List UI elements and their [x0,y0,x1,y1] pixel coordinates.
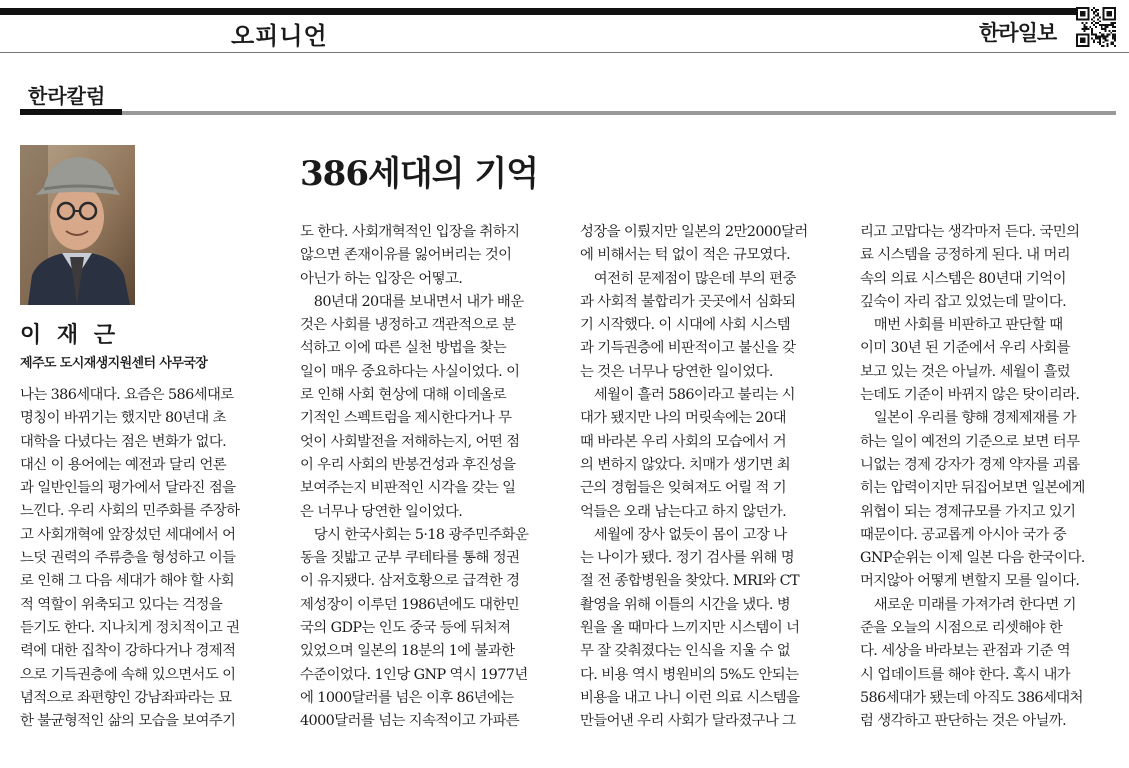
body-line: 는 나이가 됐다. 정기 검사를 위해 명 [580,550,795,567]
body-line: 고 사회개혁에 앞장섰던 세대에서 어 [20,526,236,543]
author-affiliation: 제주도 도시재생지원센터 사무국장 [20,356,208,371]
body-line: 제성장이 이루던 1986년에도 대한민 [300,596,520,613]
body-line: 수준이었다. 1인당 GNP 역시 1977년 [300,666,528,683]
header-divider [0,52,1129,53]
body-line: 억들은 오래 남는다고 하지 않던가. [580,503,787,520]
body-line: 당시 한국사회는 5·18 광주민주화운 [300,526,529,543]
body-line: 성장을 이뤘지만 일본의 2만2000달러 [580,224,808,240]
body-line: 듣기도 한다. 지나치게 정치적이고 권 [20,619,240,636]
body-line: 원을 올 때마다 느끼지만 시스템이 너 [580,620,800,637]
body-line: 여전히 문제점이 많은데 부의 편중 [580,270,796,287]
body-line: 엇이 사회발전을 저해하는지, 어떤 점 [300,433,520,450]
body-line: 이 우리 사회의 반봉건성과 후진성을 [300,456,516,473]
body-line: 한 불균형적인 삶의 모습을 보여주기 [20,713,236,730]
body-line: 일본이 우리를 향해 경제제재를 가 [860,410,1076,427]
column-name: 한라칼럼 [28,84,106,108]
body-line: 히는 압력이지만 뒤집어보면 일본에게 [860,480,1085,497]
body-line: 때문이다. 공교롭게 아시아 국가 중 [860,526,1067,543]
body-line: 적 역할이 위축되고 있다는 걱정을 [20,596,223,613]
body-line: 새로운 미래를 가져가려 한다면 기 [860,596,1076,613]
body-line: 의 변하지 않았다. 치매가 생기면 최 [580,456,791,473]
body-line: 는데도 기준이 바뀌지 않은 탓이리라. [860,387,1080,404]
body-line: 국의 GDP는 인도 중국 등에 뒤처져 [300,620,511,637]
body-line: 동을 짓밟고 군부 쿠테타를 통해 정권 [300,550,520,567]
article-body-column-4 [860,221,1116,734]
body-line: 대가 됐지만 나의 머릿속에는 20대 [580,410,786,427]
body-line: 비용을 내고 나니 이런 의료 시스템을 [580,689,800,706]
body-line: 로 인해 그 다음 세대가 해야 할 사회 [20,573,235,590]
body-line: 느낀다. 우리 사회의 민주화를 주장하 [20,503,240,520]
body-line: 시 업데이트를 해야 한다. 혹시 내가 [860,666,1071,683]
body-line: 촬영을 위해 이틀의 시간을 냈다. 병 [580,596,791,613]
body-line: 느덧 권력의 주류층을 형성하고 이들 [20,550,236,567]
author-photo [20,145,135,305]
body-line: 준을 오늘의 시점으로 리셋해야 한 [860,620,1063,637]
body-line: 명칭이 바뀌기는 했지만 80년대 초 [20,410,226,427]
body-line: 때 바라본 우리 사회의 모습에서 거 [580,433,787,450]
body-line: 리고 고맙다는 생각마저 든다. 국민의 [860,224,1080,240]
body-line: 않으면 존재이유를 잃어버리는 것이 [300,247,512,264]
body-line: 대학을 다녔다는 점은 변화가 없다. [20,433,227,450]
body-line: 있었으며 일본의 18분의 1에 불과한 [300,643,515,660]
body-line: 근의 경험들은 잊혀져도 어릴 적 기 [580,480,787,497]
body-line: 은 너무나 당연한 일이었다. [300,503,463,520]
article-body-column-2 [300,221,556,734]
author-name: 이 재 근 [20,323,120,348]
article-body-column-1 [20,384,276,733]
article-title: 386세대의 기억 [300,154,539,194]
body-line: 머지않아 어떻게 변할지 모를 일이다. [860,573,1080,590]
body-line: 것은 사회를 냉정하고 객관적으로 분 [300,317,516,334]
body-line: 이 유지됐다. 삼저호황으로 급격한 경 [300,573,520,590]
article-body-column-3 [580,221,836,734]
body-line: 과 일반인들의 평가에서 달라진 점을 [20,480,236,497]
body-line: GNP순위는 이제 일본 다음 한국이다. [860,550,1085,567]
body-line: 대신 이 용어에는 예전과 달리 언론 [20,456,227,473]
body-line: 다. 세상을 바라보는 관점과 기준 역 [860,643,1071,660]
body-line: 도 한다. 사회개혁적인 입장을 취하지 [300,224,520,240]
body-line: 과 기득권층에 비판적이고 불신을 갖 [580,340,796,357]
body-line: 에 비해서는 턱 없이 적은 규모였다. [580,247,791,264]
body-line: 니없는 경제 강자가 경제 약자를 괴롭 [860,456,1080,473]
column-rule-dark [20,109,122,115]
body-line: 위협이 되는 경제규모를 가지고 있기 [860,503,1076,520]
body-line: 보여주는지 비판적인 시각을 갖는 일 [300,480,516,497]
column-rule-gray [122,111,1116,115]
body-line: 념적으로 좌편향인 강남좌파라는 묘 [20,689,232,706]
body-line: 석하고 이에 따른 실천 방법을 찾는 [300,340,507,357]
qr-code-icon [1076,7,1116,47]
body-line: 무 잘 갖춰졌다는 인식을 지울 수 없 [580,643,791,660]
body-line: 아닌가 하는 입장은 어떻고. [300,270,463,287]
body-line: 하는 일이 예전의 기준으로 보면 터무 [860,433,1080,450]
top-rule [0,8,1080,15]
section-title: 오피니언 [231,22,328,50]
body-line: 이미 30년 된 기준에서 우리 사회를 [860,340,1070,357]
body-line: 는 것은 너무나 당연한 일이었다. [580,363,773,380]
body-line: 절 전 종합병원을 찾았다. MRI와 CT [580,573,800,590]
body-line: 깊숙이 자리 잡고 있었는데 말이다. [860,293,1067,310]
body-line: 기 시작했다. 이 시대에 사회 시스템 [580,317,791,334]
body-line: 과 사회적 불합리가 곳곳에서 심화되 [580,293,796,310]
body-line: 나는 386세대다. 요즘은 586세대로 [20,387,234,403]
body-line: 세월에 장사 없듯이 몸이 고장 나 [580,526,787,543]
body-line: 속의 의료 시스템은 80년대 기억이 [860,270,1066,287]
body-line: 만들어낸 우리 사회가 달라졌구나 그 [580,713,796,730]
body-line: 일이 매우 중요하다는 사실이었다. 이 [300,363,520,380]
body-line: 4000달러를 넘는 지속적이고 가파른 [300,713,520,730]
body-line: 으로 기득권층에 속해 있으면서도 이 [20,666,236,683]
body-line: 로 인해 사회 현상에 대해 이데올로 [300,387,507,404]
body-line: 586세대가 됐는데 아직도 386세대처 [860,689,1083,706]
newspaper-logo: 한라일보 [979,21,1057,45]
body-line: 다. 비용 역시 병원비의 5%도 안되는 [580,666,799,683]
body-line: 기적인 스펙트럼을 제시한다거나 무 [300,410,512,427]
body-line: 세월이 흘러 586이라고 불리는 시 [580,387,795,404]
body-line: 료 시스템을 긍정하게 된다. 내 머리 [860,247,1071,264]
body-line: 럼 생각하고 판단하는 것은 아닐까. [860,713,1067,730]
body-line: 에 1000달러를 넘은 이후 86년에는 [300,689,514,706]
body-line: 보고 있는 것은 아닐까. 세월이 흘렀 [860,363,1071,380]
body-line: 력에 대한 집착이 강하다거나 경제적 [20,643,236,660]
body-line: 매번 사회를 비판하고 판단할 때 [860,317,1063,334]
body-line: 80년대 20대를 보내면서 내가 배운 [300,293,524,310]
